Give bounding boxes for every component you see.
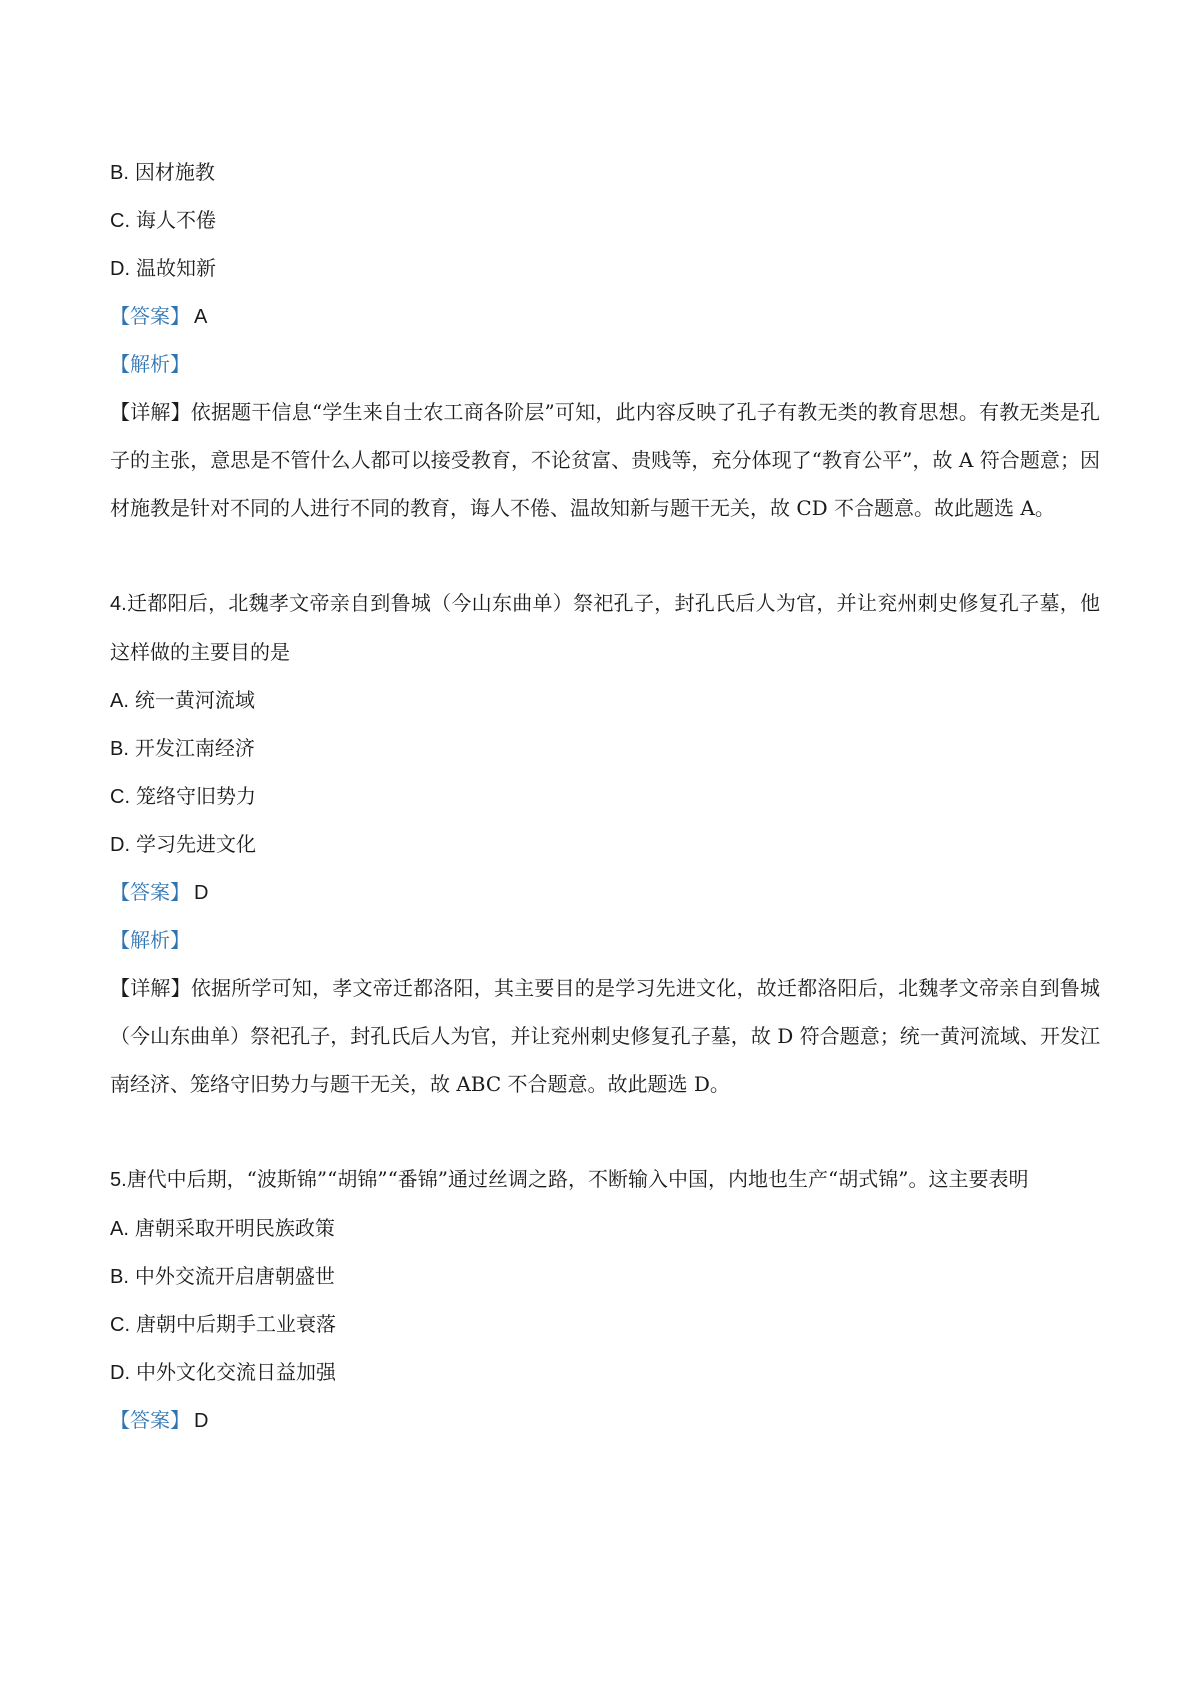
answer-line [110,292,1100,340]
answer-tag: 【答案】 [110,1408,190,1432]
question-text: 唐代中后期，“波斯锦”“胡锦”“番锦”通过丝调之路，不断输入中国，内地也生产“胡式锦”。这主要表明 [126,1167,1029,1191]
option-letter: D. [110,834,130,856]
question-stem [110,1155,1100,1204]
option-a [110,1204,1100,1252]
option-text: 中外文化交流日益加强 [136,1360,336,1384]
option-b [110,724,1100,772]
option-letter: B. [110,162,129,184]
option-d [110,820,1100,868]
analysis-tag: 【解析】 [110,352,190,376]
spacer [110,1108,1100,1155]
option-text: 开发江南经济 [134,736,255,760]
answer-line [110,868,1100,916]
answer-value: D [194,882,209,904]
option-d [110,244,1100,292]
option-text: 诲人不倦 [136,208,216,232]
option-d [110,1348,1100,1396]
option-text: 学习先进文化 [136,832,256,856]
question-number: 4. [110,593,127,615]
answer-line [110,1396,1100,1444]
answer-value: A [194,306,208,328]
option-letter: D. [110,1362,130,1384]
option-letter: A. [110,1218,129,1240]
analysis-line [110,916,1100,964]
option-letter: A. [110,690,129,712]
option-text: 统一黄河流域 [134,688,255,712]
answer-tag: 【答案】 [110,880,190,904]
option-c [110,1300,1100,1348]
option-b [110,148,1100,196]
option-letter: C. [110,1314,130,1336]
option-b [110,1252,1100,1300]
option-c [110,772,1100,820]
question-4 [110,579,1100,1108]
analysis-line [110,340,1100,388]
question-5 [110,1155,1100,1444]
option-text: 中外交流开启唐朝盛世 [134,1264,335,1288]
option-a [110,676,1100,724]
option-letter: D. [110,258,130,280]
option-letter: C. [110,786,130,808]
document-page [110,148,1100,1444]
question-number: 5. [110,1169,127,1191]
option-letter: B. [110,1266,129,1288]
question-stem [110,579,1100,676]
analysis-tag: 【解析】 [110,928,190,952]
option-letter: C. [110,210,130,232]
option-text: 温故知新 [136,256,216,280]
question-3 [110,148,1100,532]
option-text: 因材施教 [134,160,215,184]
option-text: 唐朝采取开明民族政策 [134,1216,335,1240]
option-text: 唐朝中后期手工业衰落 [136,1312,336,1336]
option-text: 笼络守旧势力 [136,784,256,808]
answer-tag: 【答案】 [110,304,190,328]
detail-paragraph: 【详解】依据所学可知，孝文帝迁都洛阳，其主要目的是学习先进文化，故迁都洛阳后，北魏孝文帝亲自到鲁城（今山东曲单）祭祀孔子，封孔氏后人为官，并让兖州刺史修复孔子墓，故 D 符合题意；统一黄河流域、开发江南经济、笼络守旧势力与题干无关，故 ABC 不合题意。故此题选 D。 [110,976,1100,1096]
option-c [110,196,1100,244]
detail-paragraph: 【详解】依据题干信息“学生来自士农工商各阶层”可知，此内容反映了孔子有教无类的教育思想。有教无类是孔子的主张，意思是不管什么人都可以接受教育，不论贫富、贵贱等，充分体现了“教育公平”，故 A 符合题意；因材施教是针对不同的人进行不同的教育，诲人不倦、温故知新与题干无关，故 CD 不合题意。故此题选 A。 [110,400,1100,520]
question-text: 迁都阳后，北魏孝文帝亲自到鲁城（今山东曲单）祭祀孔子，封孔氏后人为官，并让兖州刺史修复孔子墓，他这样做的主要目的是 [110,591,1100,664]
spacer [110,532,1100,579]
answer-value: D [194,1410,209,1432]
option-letter: B. [110,738,129,760]
